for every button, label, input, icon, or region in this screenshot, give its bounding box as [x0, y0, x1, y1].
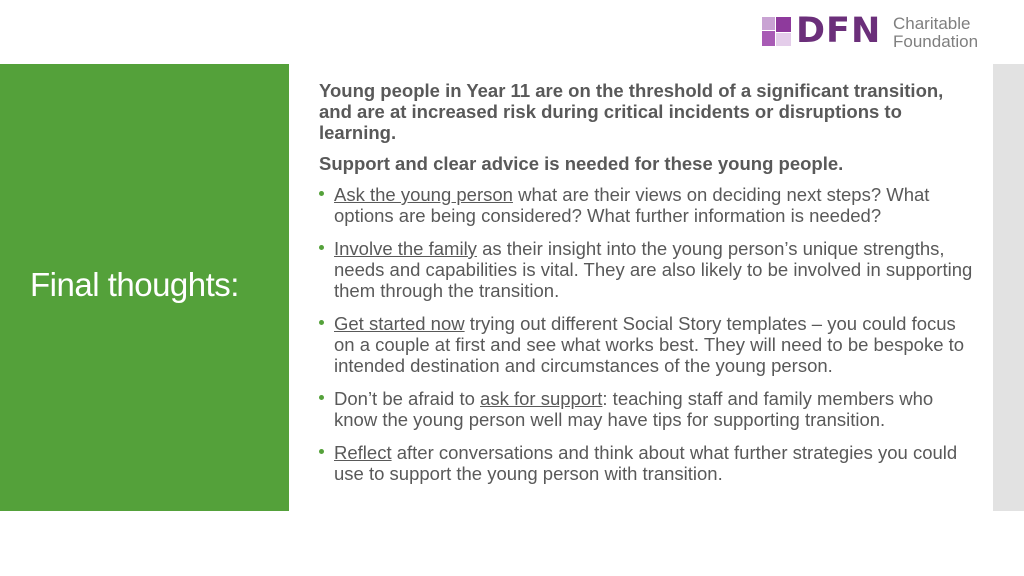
list-item [319, 313, 979, 376]
bullet-icon [319, 245, 324, 250]
side-bar [993, 64, 1024, 511]
list-item [319, 388, 979, 430]
bullet-icon [319, 320, 324, 325]
intro-paragraph-2: Support and clear advice is needed for these young people. [319, 153, 844, 174]
list-item [319, 238, 979, 301]
thoughts-list [319, 184, 979, 484]
logo-brand-text: DFN [796, 11, 882, 51]
logo-line-2: Foundation [893, 32, 979, 51]
list-item [319, 442, 979, 484]
intro-paragraph-1: Young people in Year 11 are on the threshold of a significant transition, and are at increased risk during critical incidents or disruptions to learning. [319, 80, 944, 143]
bullet-text: after conversations and think about what further strategies you could use to support the young person with transition. [334, 442, 958, 484]
logo-subtitle [893, 15, 978, 51]
ask-young-person-link[interactable]: Ask the young person [334, 184, 513, 205]
ask-for-support-link[interactable]: ask for support [480, 388, 603, 409]
bullet-text: trying out different Social Story templates – you could focus on a couple at first and see what works best. They will need to be bespoke to intended destination and circumstances of the young person. [334, 313, 965, 376]
bullet-text: as their insight into the young person’s unique strengths, needs and capabilities is vital. They are also likely to be involved in supporting them through the transition. [334, 238, 973, 301]
slide-content [319, 80, 979, 496]
bullet-text: what are their views on deciding next steps? What options are being considered? What further information is needed? [334, 184, 930, 226]
dfn-logo [762, 11, 1002, 51]
bullet-prefix: Don’t be afraid to [334, 388, 481, 409]
logo-squares-icon [762, 17, 792, 47]
list-item [319, 184, 979, 226]
bullet-icon [319, 191, 324, 196]
reflect-link[interactable]: Reflect [334, 442, 392, 463]
involve-family-link[interactable]: Involve the family [334, 238, 477, 259]
bullet-text: : teaching staff and family members who know the young person well may have tips for supporting transition. [334, 388, 934, 430]
get-started-link[interactable]: Get started now [334, 313, 465, 334]
slide-title: Final thoughts: [30, 266, 239, 303]
bullet-icon [319, 395, 324, 400]
bullet-icon [319, 449, 324, 454]
logo-line-1: Charitable [893, 14, 971, 33]
